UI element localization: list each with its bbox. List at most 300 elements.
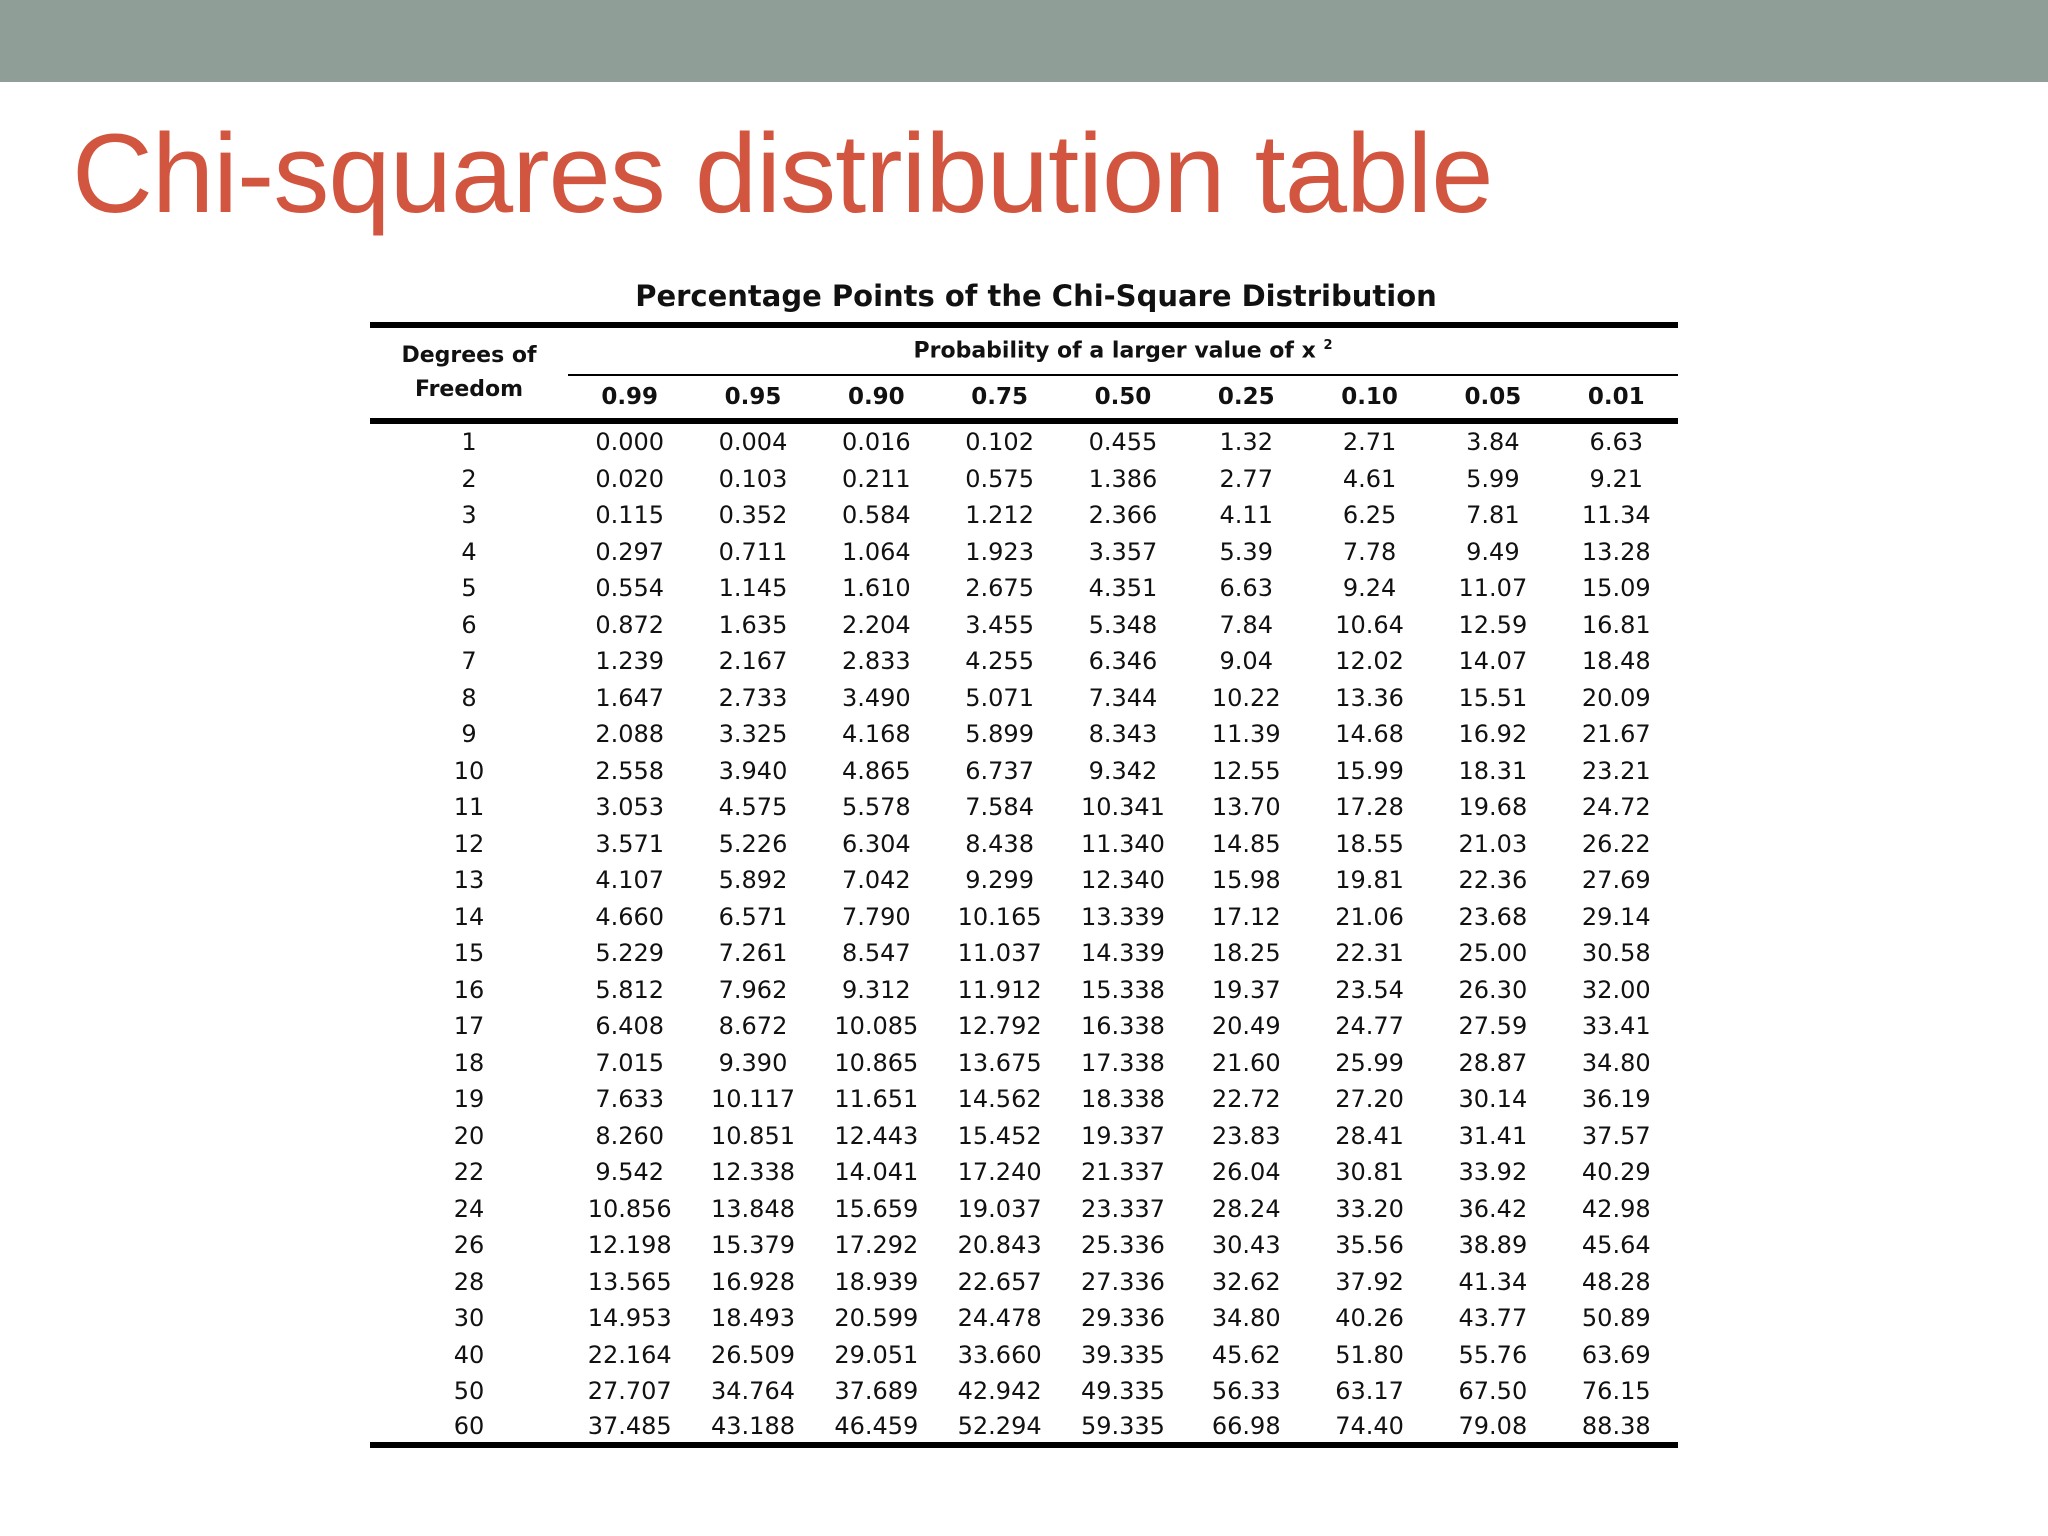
value-cell: 22.31 (1335, 939, 1404, 968)
table-row (370, 753, 1678, 790)
value-cell: 66.98 (1185, 1410, 1308, 1445)
value-cell: 29.336 (1080, 1304, 1165, 1333)
value-cell: 76.15 (1581, 1377, 1651, 1406)
value-cell: 13.339 (1080, 902, 1165, 931)
value-cell: 14.562 (957, 1085, 1042, 1114)
value-cell: 5.071 (965, 683, 1034, 712)
column-header-0_99: 0.99 (568, 375, 691, 421)
value-cell: 2.366 (1088, 501, 1158, 530)
value-cell: 15.99 (1335, 756, 1404, 785)
value-cell: 2.77 (1219, 464, 1273, 493)
value-cell: 4.61 (1342, 464, 1397, 493)
value-cell: 18.939 (834, 1267, 919, 1296)
value-cell: 6.25 (1342, 501, 1397, 530)
value-cell: 0.455 (1088, 428, 1158, 457)
value-cell: 18.338 (1080, 1085, 1165, 1114)
value-cell: 2.833 (841, 647, 911, 676)
value-cell: 26.04 (1211, 1158, 1281, 1187)
value-cell: 4.865 (841, 756, 911, 785)
value-cell: 17.12 (1211, 902, 1281, 931)
df-cell: 4 (461, 537, 477, 566)
value-cell: 5.99 (1466, 464, 1520, 493)
value-cell: 3.325 (718, 720, 788, 749)
value-cell: 13.565 (587, 1267, 672, 1296)
table-row (370, 1264, 1678, 1301)
table-row (370, 972, 1678, 1009)
value-cell: 10.851 (711, 1121, 795, 1150)
table-caption: Percentage Points of the Chi-Square Distribution (635, 279, 1437, 313)
value-cell: 20.09 (1581, 683, 1651, 712)
value-cell: 21.06 (1335, 902, 1404, 931)
value-cell: 10.22 (1211, 683, 1281, 712)
value-cell: 33.660 (957, 1340, 1042, 1369)
value-cell: 23.337 (1080, 1194, 1165, 1223)
value-cell: 1.32 (1219, 428, 1273, 457)
value-cell: 23.21 (1581, 756, 1651, 785)
value-cell: 12.443 (834, 1121, 919, 1150)
value-cell: 0.016 (841, 428, 911, 457)
column-header-0_90: 0.90 (815, 375, 938, 421)
df-cell: 26 (453, 1231, 485, 1260)
value-cell: 4.107 (595, 866, 665, 895)
value-cell: 16.92 (1458, 720, 1528, 749)
value-cell: 45.64 (1581, 1231, 1651, 1260)
df-cell: 3 (461, 501, 477, 530)
value-cell: 36.19 (1581, 1085, 1651, 1114)
df-cell: 19 (453, 1085, 485, 1114)
table-row (370, 607, 1678, 644)
value-cell: 10.117 (711, 1085, 795, 1114)
value-cell: 1.610 (841, 574, 911, 603)
df-cell: 10 (453, 756, 485, 785)
value-cell: 5.812 (595, 975, 665, 1004)
value-cell: 37.57 (1581, 1121, 1651, 1150)
value-cell: 12.338 (711, 1158, 795, 1187)
table-row (370, 1118, 1678, 1155)
value-cell: 63.69 (1581, 1340, 1651, 1369)
value-cell: 15.659 (834, 1194, 919, 1223)
value-cell: 7.790 (841, 902, 911, 931)
df-cell: 16 (453, 975, 485, 1004)
value-cell: 6.408 (595, 1012, 665, 1041)
chi-square-table-container (370, 270, 1678, 1448)
value-cell: 56.33 (1211, 1377, 1281, 1406)
value-cell: 30.14 (1458, 1085, 1528, 1114)
value-cell: 6.63 (1589, 428, 1643, 457)
value-cell: 2.733 (718, 683, 788, 712)
table-row (370, 1373, 1678, 1410)
value-cell: 63.17 (1335, 1377, 1404, 1406)
value-cell: 39.335 (1080, 1340, 1165, 1369)
value-cell: 11.34 (1581, 501, 1651, 530)
value-cell: 42.942 (957, 1377, 1042, 1406)
value-cell: 34.80 (1581, 1048, 1651, 1077)
value-cell: 27.69 (1581, 866, 1651, 895)
value-cell: 18.493 (711, 1304, 795, 1333)
value-cell: 28.87 (1458, 1048, 1528, 1077)
value-cell: 33.41 (1581, 1012, 1651, 1041)
value-cell: 13.675 (957, 1048, 1042, 1077)
table-row (370, 1300, 1678, 1337)
value-cell: 18.31 (1458, 756, 1528, 785)
table-row (370, 826, 1678, 863)
value-cell: 34.80 (1211, 1304, 1281, 1333)
value-cell: 9.299 (965, 866, 1034, 895)
value-cell: 18.55 (1335, 829, 1404, 858)
value-cell: 4.168 (841, 720, 911, 749)
value-cell: 7.633 (595, 1085, 665, 1114)
value-cell: 19.337 (1080, 1121, 1165, 1150)
value-cell: 5.899 (965, 720, 1034, 749)
value-cell: 35.56 (1335, 1231, 1404, 1260)
value-cell: 67.50 (1458, 1377, 1528, 1406)
value-cell: 79.08 (1431, 1410, 1554, 1445)
value-cell: 28.24 (1211, 1194, 1281, 1223)
df-header (370, 325, 568, 421)
value-cell: 0.020 (595, 464, 665, 493)
value-cell: 7.84 (1219, 610, 1273, 639)
value-cell: 25.00 (1458, 939, 1528, 968)
value-cell: 43.188 (691, 1410, 814, 1445)
probability-header (568, 325, 1678, 375)
value-cell: 12.792 (957, 1012, 1042, 1041)
value-cell: 7.015 (595, 1048, 665, 1077)
value-cell: 50.89 (1581, 1304, 1651, 1333)
value-cell: 23.83 (1211, 1121, 1281, 1150)
value-cell: 42.98 (1581, 1194, 1651, 1223)
value-cell: 10.085 (834, 1012, 919, 1041)
table-row (370, 1227, 1678, 1264)
value-cell: 1.212 (965, 501, 1034, 530)
value-cell: 36.42 (1458, 1194, 1528, 1223)
value-cell: 5.229 (595, 939, 665, 968)
value-cell: 13.848 (711, 1194, 795, 1223)
value-cell: 10.865 (834, 1048, 919, 1077)
column-header-0_01: 0.01 (1555, 375, 1678, 421)
probability-header-text: Probability of a larger value of x (913, 338, 1316, 364)
value-cell: 27.707 (587, 1377, 672, 1406)
chi-square-table (370, 322, 1678, 1448)
value-cell: 21.03 (1458, 829, 1528, 858)
table-row (370, 899, 1678, 936)
value-cell: 9.542 (595, 1158, 665, 1187)
table-row (370, 680, 1678, 717)
column-header-0_75: 0.75 (938, 375, 1061, 421)
value-cell: 6.346 (1088, 647, 1158, 676)
df-cell: 18 (453, 1048, 485, 1077)
value-cell: 13.36 (1335, 683, 1404, 712)
value-cell: 49.335 (1080, 1377, 1165, 1406)
value-cell: 7.261 (718, 939, 788, 968)
value-cell: 18.48 (1581, 647, 1651, 676)
value-cell: 7.78 (1342, 537, 1397, 566)
value-cell: 12.340 (1080, 866, 1165, 895)
df-cell: 2 (461, 464, 477, 493)
df-cell: 8 (461, 683, 477, 712)
value-cell: 11.912 (957, 975, 1042, 1004)
table-row (370, 421, 1678, 461)
df-cell: 9 (461, 720, 477, 749)
df-cell: 20 (453, 1121, 485, 1150)
df-cell: 14 (453, 902, 485, 931)
value-cell: 12.02 (1335, 647, 1404, 676)
table-body (370, 421, 1678, 1445)
value-cell: 16.928 (711, 1267, 795, 1296)
value-cell: 16.338 (1080, 1012, 1165, 1041)
value-cell: 27.20 (1335, 1085, 1404, 1114)
value-cell: 0.000 (595, 428, 665, 457)
value-cell: 10.64 (1335, 610, 1404, 639)
df-header-line2: Freedom (414, 377, 524, 402)
table-row (370, 1191, 1678, 1228)
value-cell: 22.657 (957, 1267, 1042, 1296)
value-cell: 11.39 (1211, 720, 1281, 749)
value-cell: 23.68 (1458, 902, 1528, 931)
value-cell: 18.25 (1211, 939, 1281, 968)
value-cell: 32.00 (1581, 975, 1651, 1004)
value-cell: 20.843 (957, 1231, 1042, 1260)
value-cell: 2.558 (595, 756, 665, 785)
value-cell: 29.051 (834, 1340, 919, 1369)
value-cell: 3.455 (965, 610, 1034, 639)
value-cell: 16.81 (1581, 610, 1651, 639)
column-header-0_10: 0.10 (1308, 375, 1431, 421)
value-cell: 0.584 (841, 501, 911, 530)
header-band (0, 0, 2048, 82)
table-row (370, 1081, 1678, 1118)
table-row (370, 1410, 1678, 1445)
value-cell: 1.923 (965, 537, 1034, 566)
value-cell: 15.338 (1080, 975, 1165, 1004)
value-cell: 5.39 (1219, 537, 1273, 566)
value-cell: 11.340 (1080, 829, 1165, 858)
value-cell: 0.102 (965, 428, 1034, 457)
df-cell: 12 (453, 829, 485, 858)
table-row (370, 789, 1678, 826)
value-cell: 46.459 (815, 1410, 938, 1445)
df-cell: 28 (453, 1267, 485, 1296)
value-cell: 24.478 (957, 1304, 1042, 1333)
value-cell: 26.509 (711, 1340, 795, 1369)
value-cell: 14.953 (587, 1304, 672, 1333)
value-cell: 88.38 (1555, 1410, 1678, 1445)
value-cell: 0.004 (718, 428, 788, 457)
table-row (370, 1008, 1678, 1045)
value-cell: 19.37 (1211, 975, 1281, 1004)
value-cell: 22.164 (587, 1340, 672, 1369)
value-cell: 8.672 (718, 1012, 788, 1041)
value-cell: 11.07 (1458, 574, 1528, 603)
value-cell: 8.547 (841, 939, 911, 968)
value-cell: 26.30 (1458, 975, 1528, 1004)
value-cell: 6.304 (841, 829, 911, 858)
value-cell: 30.81 (1335, 1158, 1404, 1187)
value-cell: 7.344 (1088, 683, 1158, 712)
value-cell: 3.940 (718, 756, 788, 785)
value-cell: 37.92 (1335, 1267, 1404, 1296)
value-cell: 37.689 (834, 1377, 919, 1406)
value-cell: 15.98 (1211, 866, 1281, 895)
value-cell: 43.77 (1458, 1304, 1528, 1333)
value-cell: 11.037 (957, 939, 1042, 968)
value-cell: 4.660 (595, 902, 665, 931)
table-row (370, 1045, 1678, 1082)
slide-title: Chi-squares distribution table (72, 111, 1493, 236)
value-cell: 38.89 (1458, 1231, 1528, 1260)
value-cell: 21.67 (1581, 720, 1651, 749)
value-cell: 14.07 (1458, 647, 1528, 676)
value-cell: 1.064 (841, 537, 911, 566)
column-header-0_95: 0.95 (691, 375, 814, 421)
df-cell: 11 (453, 793, 485, 822)
value-cell: 14.68 (1335, 720, 1404, 749)
value-cell: 15.452 (957, 1121, 1042, 1150)
table-row (370, 1154, 1678, 1191)
value-cell: 52.294 (938, 1410, 1061, 1445)
df-cell: 17 (453, 1012, 485, 1041)
value-cell: 30.43 (1211, 1231, 1281, 1260)
value-cell: 0.575 (965, 464, 1034, 493)
value-cell: 9.21 (1589, 464, 1643, 493)
value-cell: 2.088 (595, 720, 665, 749)
value-cell: 1.647 (595, 683, 665, 712)
value-cell: 20.599 (834, 1304, 919, 1333)
value-cell: 7.042 (841, 866, 911, 895)
value-cell: 51.80 (1335, 1340, 1404, 1369)
value-cell: 5.578 (841, 793, 911, 822)
value-cell: 10.856 (587, 1194, 672, 1223)
value-cell: 74.40 (1308, 1410, 1431, 1445)
value-cell: 7.81 (1466, 501, 1520, 530)
value-cell: 37.485 (568, 1410, 691, 1445)
table-row (370, 497, 1678, 534)
probability-header-superscript: 2 (1323, 338, 1333, 354)
value-cell: 45.62 (1211, 1340, 1281, 1369)
column-header-0_50: 0.50 (1061, 375, 1184, 421)
value-cell: 15.51 (1458, 683, 1528, 712)
value-cell: 3.490 (841, 683, 911, 712)
value-cell: 55.76 (1458, 1340, 1528, 1369)
value-cell: 14.041 (834, 1158, 919, 1187)
value-cell: 4.351 (1088, 574, 1158, 603)
df-cell: 15 (453, 939, 485, 968)
value-cell: 1.386 (1088, 464, 1158, 493)
value-cell: 7.584 (965, 793, 1034, 822)
value-cell: 11.651 (834, 1085, 919, 1114)
value-cell: 12.198 (587, 1231, 672, 1260)
value-cell: 5.348 (1088, 610, 1158, 639)
value-cell: 17.292 (834, 1231, 919, 1260)
value-cell: 4.255 (965, 647, 1034, 676)
value-cell: 10.341 (1080, 793, 1165, 822)
df-cell: 50 (453, 1377, 485, 1406)
value-cell: 0.711 (718, 537, 788, 566)
value-cell: 59.335 (1061, 1410, 1184, 1445)
value-cell: 12.55 (1211, 756, 1281, 785)
value-cell: 6.571 (718, 902, 788, 931)
value-cell: 6.63 (1219, 574, 1273, 603)
value-cell: 9.24 (1342, 574, 1397, 603)
value-cell: 8.260 (595, 1121, 665, 1150)
value-cell: 33.20 (1335, 1194, 1404, 1223)
value-cell: 21.337 (1080, 1158, 1165, 1187)
value-cell: 1.145 (718, 574, 788, 603)
value-cell: 9.49 (1466, 537, 1520, 566)
value-cell: 8.343 (1088, 720, 1158, 749)
df-cell: 22 (453, 1158, 485, 1187)
df-header-line1: Degrees of (401, 343, 537, 368)
value-cell: 17.240 (957, 1158, 1042, 1187)
table-row (370, 716, 1678, 753)
value-cell: 0.872 (595, 610, 665, 639)
df-cell: 24 (453, 1194, 485, 1223)
table-row (370, 534, 1678, 571)
value-cell: 0.297 (595, 537, 665, 566)
value-cell: 23.54 (1335, 975, 1404, 1004)
value-cell: 13.28 (1581, 537, 1651, 566)
value-cell: 19.81 (1335, 866, 1404, 895)
value-cell: 2.71 (1342, 428, 1397, 457)
value-cell: 15.379 (711, 1231, 795, 1260)
df-cell: 7 (461, 647, 477, 676)
value-cell: 41.34 (1458, 1267, 1528, 1296)
value-cell: 24.72 (1581, 793, 1651, 822)
value-cell: 19.68 (1458, 793, 1528, 822)
value-cell: 21.60 (1211, 1048, 1281, 1077)
value-cell: 0.103 (718, 464, 788, 493)
value-cell: 10.165 (957, 902, 1042, 931)
value-cell: 2.675 (965, 574, 1034, 603)
value-cell: 27.59 (1458, 1012, 1528, 1041)
value-cell: 19.037 (957, 1194, 1042, 1223)
value-cell: 9.04 (1219, 647, 1273, 676)
value-cell: 0.554 (595, 574, 665, 603)
value-cell: 29.14 (1581, 902, 1651, 931)
value-cell: 15.09 (1581, 574, 1651, 603)
value-cell: 3.053 (595, 793, 665, 822)
value-cell: 7.962 (718, 975, 788, 1004)
table-row (370, 862, 1678, 899)
value-cell: 34.764 (711, 1377, 795, 1406)
df-cell: 40 (453, 1340, 485, 1369)
value-cell: 5.226 (718, 829, 788, 858)
value-cell: 24.77 (1335, 1012, 1404, 1041)
table-row (370, 1337, 1678, 1374)
value-cell: 25.99 (1335, 1048, 1404, 1077)
value-cell: 6.737 (965, 756, 1034, 785)
value-cell: 9.342 (1088, 756, 1158, 785)
value-cell: 0.115 (595, 501, 665, 530)
value-cell: 33.92 (1458, 1158, 1528, 1187)
value-cell: 17.28 (1335, 793, 1404, 822)
table-row (370, 570, 1678, 607)
value-cell: 3.571 (595, 829, 665, 858)
value-cell: 48.28 (1581, 1267, 1651, 1296)
value-cell: 22.36 (1458, 866, 1528, 895)
df-cell: 13 (453, 866, 485, 895)
df-cell: 5 (461, 574, 477, 603)
value-cell: 3.357 (1088, 537, 1158, 566)
value-cell: 0.211 (841, 464, 911, 493)
df-cell: 6 (461, 610, 477, 639)
value-cell: 12.59 (1458, 610, 1528, 639)
value-cell: 40.29 (1581, 1158, 1651, 1187)
value-cell: 40.26 (1335, 1304, 1404, 1333)
value-cell: 9.312 (841, 975, 911, 1004)
value-cell: 32.62 (1211, 1267, 1281, 1296)
value-cell: 4.11 (1219, 501, 1273, 530)
value-cell: 2.167 (718, 647, 788, 676)
